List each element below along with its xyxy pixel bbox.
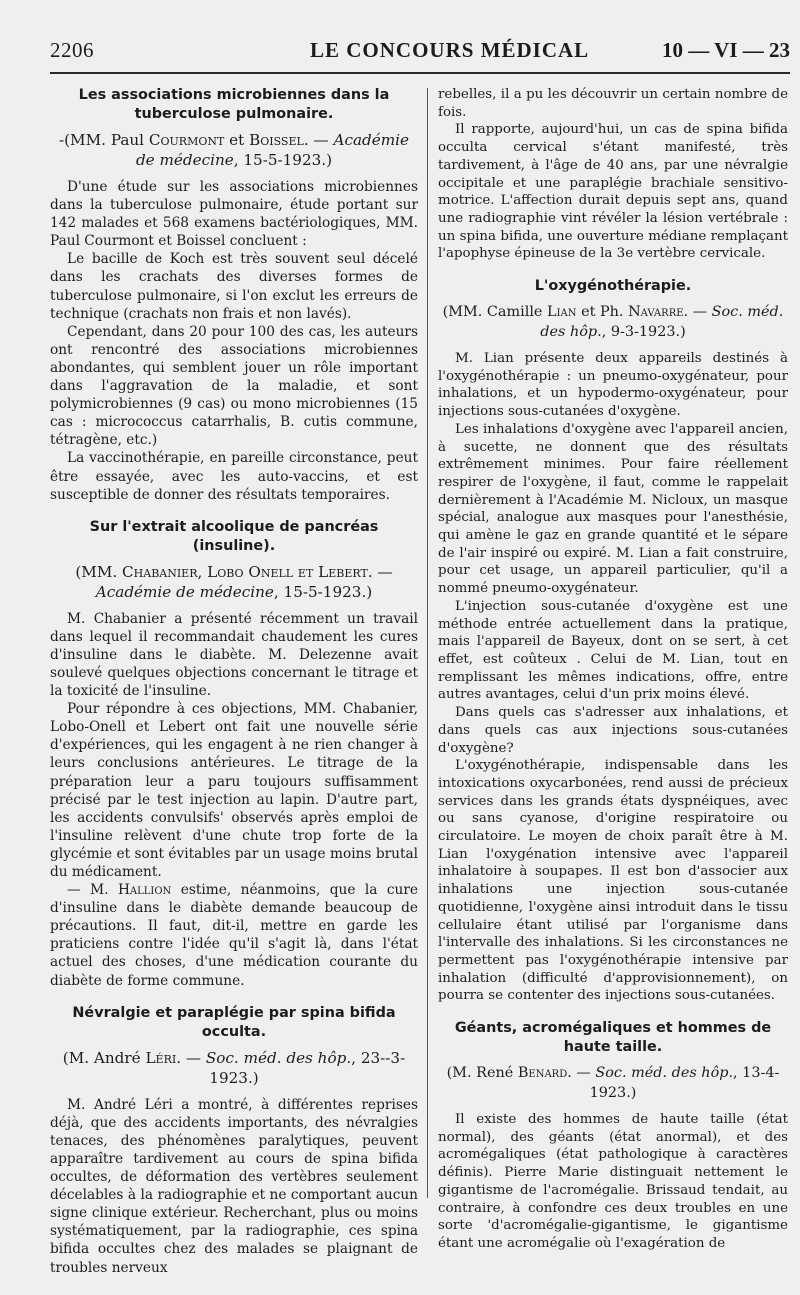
paragraph: D'une étude sur les associations microbiennes dans la tuberculose pulmonaire, étude portant sur 142 malades et 568 examens bactériologiques, MM. Paul Courmont et Boissel concluent :: [50, 179, 418, 250]
source: Soc. méd. des hôp.: [595, 1065, 734, 1082]
source: Soc. méd. des hôp.: [205, 1048, 352, 1067]
author-name: Boissel: [249, 131, 304, 149]
paragraph: Dans quels cas s'adresser aux inhalations, et dans quels cas aux injections sous-cutanées d'oxygène?: [438, 705, 788, 756]
article-insulin: [50, 518, 418, 990]
author-name: Courmont: [148, 131, 225, 149]
paragraph: rebelles, il a pu les découvrir un certain nombre de fois.: [438, 87, 788, 120]
paragraph: L'injection sous-cutanée d'oxygène est une méthode entrée actuellement dans la pratique, mais l'appareil de Bayeux, dont on se sert, à cet effet, est coûteux . Celui de M. Lian, tout en remplissant les mêmes indications, offre, entre autres avantages, celui d'un prix moins élevé.: [438, 598, 788, 703]
article-microbial-associations: [50, 86, 418, 504]
article-giants-acromegaly: [438, 1019, 788, 1253]
article-reference: (M. René Benard. — Soc. méd. des hôp., 13-4-1923.): [446, 1065, 780, 1102]
paragraph: M. Chabanier a présenté récemment un travail dans lequel il recommandait chaudement les cures d'insuline dans le diabète. M. Delezenne avait soulevé quelques objections concernant le titrage et la toxicité de l'insuline.: [50, 610, 418, 700]
author-name: Léri: [145, 1048, 177, 1067]
paragraph: L'oxygénothérapie, indispensable dans les intoxications oxycarbonées, rend aussi de précieux services dans les grands états dyspnéiques, avec ou sans cyanose, d'origine respiratoire ou circulatoire. Le moyen de choix paraît être à M. Lian l'oxygénation intensive avec l'appareil inhalatoire à soupapes. Il est bon d'associer aux inhalations une injection sous-cutanée quotidienne, l'oxygène ainsi introduit dans le tissu cellulaire étant utilisé par l'organisme dans l'intervalle des inhalations. Si les circonstances ne permettent pas l'oxygénothérapie intensive par inhalation (difficulté d'approvisionnement), on pourra se contenter des injections sous-cutanées.: [438, 758, 788, 1004]
paragraph: Pour répondre à ces objections, MM. Chabanier, Lobo-Onell et Lebert ont fait une nouvelle série d'expériences, qui les engagent à ne rien changer à leurs conclusions antérieures. Le titrage de la préparation leur a paru toujours suffisamment précisé par le test injection au lapin. D'autre part, les accidents convulsifs' observés après emploi de l'insuline relèvent d'une chute trop forte de la glycémie et sont évitables par un usage moins brutal du médicament.: [50, 701, 418, 880]
article-title: Névralgie et paraplégie par spina bifida occulta.: [72, 1004, 396, 1040]
paragraph: Les inhalations d'oxygène avec l'appareil ancien, à sucette, ne donnent que des résultats extrêmement minimes. Pour faire réellement respirer de l'oxygène, il faut, comme le rappelait dernièrement à l'Académie M. Nicloux, un masque spécial, analogue aux masques pour l'anesthésie, qui amène le gaz en grande quantité et le sépare de l'air inspiré ou expiré. M. Lian a fait construire, pour cet usage, un appareil particulier, qu'il a nommé pneumo-oxygénateur.: [438, 421, 788, 597]
paragraph: — M. Hallion estime, néanmoins, que la cure d'insuline dans le diabète demande beaucoup de précautions. Il faut, dit-il, mettre en garde les praticiens contre l'idée qu'il s'agit là, dans l'état actuel des choses, d'une médication courante du diabète de forme commune.: [50, 882, 418, 989]
page-number: 2206: [50, 38, 94, 62]
paragraph: M. André Léri a montré, à différentes reprises déjà, que des accidents importants, des névralgies tenaces, des phénomènes paralytiques, peuvent apparaître tardivement au cours de spina bifida occultes, de déformation des vertèbres seulement décelables à la radiographie et ne comportant aucun signe clinique extérieur. Recherchant, plus ou moins systématiquement, par la radiographie, ces spina bifida occultes chez des malades se plaignant de troubles nerveux: [50, 1096, 418, 1276]
article-reference: (MM. Chabanier, Lobo Onell et Lebert. — Académie de médecine, 15-5-1923.): [75, 562, 393, 601]
header-rule: [50, 72, 790, 74]
article-spina-bifida: [50, 1004, 418, 1277]
author-name: Hallion: [117, 882, 172, 899]
issue-date: 10 — VI — 23: [662, 38, 790, 62]
author-name: Benard: [517, 1065, 568, 1082]
paragraph: Il rapporte, aujourd'hui, un cas de spina bifida occulta cervical s'étant manifesté, très tardivement, à l'âge de 40 ans, par une névralgie occipitale et une paraplégie brachiale sensitivo-motrice. L'affection durait depuis sept ans, quand une radiographie vint révéler la lésion vertébrale : un spina bifida, une ouverture médiane remplaçant l'apophyse épineuse de la 3e vertèbre cervicale.: [438, 122, 788, 262]
article-title: Géants, acromégaliques et hommes de haute taille.: [454, 1020, 772, 1056]
article-reference: -(MM. Paul Courmont et Boissel. — Académie de médecine, 15-5-1923.): [59, 131, 409, 169]
left-column: [50, 86, 418, 1277]
source: Soc. méd. des hôp.: [540, 304, 784, 341]
author-name: Navarre: [628, 304, 684, 321]
article-reference: (MM. Camille Lian et Ph. Navarre. — Soc. méd. des hôp., 9-3-1923.): [442, 304, 784, 341]
article-reference: (M. André Léri. — Soc. méd. des hôp., 23--3-1923.): [62, 1048, 406, 1087]
right-column: [438, 86, 788, 1253]
paragraph: M. Lian présente deux appareils destinés à l'oxygénothérapie : un pneumo-oxygénateur, pour inhalations, et un hypodermo-oxygénateur, pour injections sous-cutanées d'oxygène.: [438, 351, 788, 420]
article-title: Les associations microbiennes dans la tuberculose pulmonaire.: [78, 87, 390, 122]
paragraph: La vaccinothérapie, en pareille circonstance, peut être essayée, avec les auto-vaccins, et est susceptible de donner des résultats temporaires.: [50, 450, 418, 503]
page-header: [50, 38, 790, 64]
article-title: Sur l'extrait alcoolique de pancréas (insuline).: [89, 518, 379, 554]
author-names: Chabanier, Lobo Onell et Lebert: [122, 562, 368, 581]
author-name: Lian: [547, 304, 577, 321]
article-title: L'oxygénothérapie.: [534, 278, 692, 295]
article-spina-bifida-continued: [438, 86, 788, 263]
column-divider: [427, 88, 428, 1198]
source: Académie de médecine: [95, 582, 274, 601]
paragraph: Le bacille de Koch est très souvent seul décelé dans les crachats des diverses formes de tuberculose pulmonaire, si l'on exclut les erreurs de technique (crachats non frais et non lavés).: [50, 251, 418, 322]
journal-title: LE CONCOURS MÉDICAL: [310, 38, 590, 62]
paragraph: Cependant, dans 20 pour 100 des cas, les auteurs ont rencontré des associations microbiennes abondantes, qui semblent jouer un rôle important dans l'aggravation de la maladie, et sont polymicrobiennes (9 cas) ou mono microbiennes (15 cas : micrococcus catarrhalis, B. cutis commune, tétragène, etc.): [50, 323, 418, 449]
article-oxygenotherapy: [438, 277, 788, 1005]
paragraph: Il existe des hommes de haute taille (état normal), des géants (état anormal), et des acromégaliques (état pathologique à caractères définis). Pierre Marie distinguait nettement le gigantisme de l'acromégalie. Brissaud tendait, au contraire, à confondre ces deux troubles en une sorte 'd'acromégalie-gigantisme, le gigantisme étant une acromégalie où l'exagération de: [438, 1112, 788, 1251]
source: Académie de médecine: [135, 131, 409, 169]
